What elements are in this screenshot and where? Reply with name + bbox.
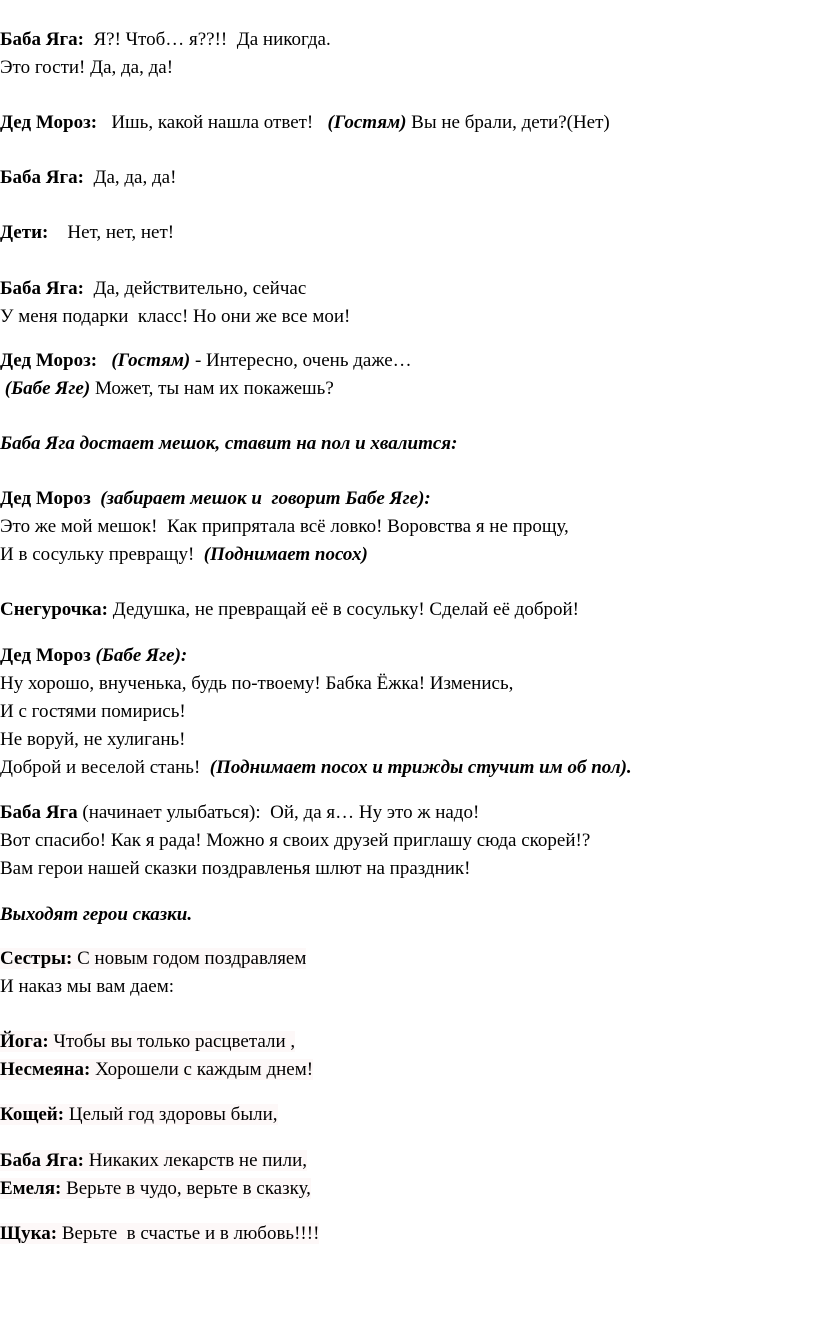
speaker-name: Емеля: [0,1178,62,1199]
speaker-name: Дед Мороз [0,488,91,509]
speaker-name: Баба Яга: [0,167,84,188]
dialogue-text: И наказ мы вам даем: [0,976,175,997]
text-line [0,974,174,1000]
dialogue-text: И в сосульку превращу! [0,544,204,565]
speaker-name: Баба Яга: [0,29,84,50]
text-line [0,431,457,457]
dialogue-text: Доброй и веселой стань! [0,757,210,778]
text-line [0,27,331,53]
text-line [0,856,471,882]
speaker-name: Дед Мороз: [0,112,98,133]
stage-direction: Баба Яга достает мешок, ставит на пол и хвалится: [0,433,458,454]
speaker-name: Баба Яга: [0,1150,84,1171]
text-line [0,55,173,81]
speaker-name: Сестры: [0,948,73,969]
text-line [0,643,187,669]
text-line [0,376,334,402]
text-line [0,220,174,246]
dialogue-text: Я?! Чтоб… я??!! Да никогда. [84,29,331,50]
dialogue-text: Не воруй, не хулигань! [0,729,186,750]
dialogue-text: Нет, нет, нет! [48,222,175,243]
speaker-name: Дети: [0,222,49,243]
text-line [0,671,513,697]
text-line [0,800,479,826]
text-line [0,276,306,302]
dialogue-text: - Интересно, очень даже… [190,350,412,371]
dialogue-text: У меня подарки класс! Но они же все мои! [0,306,351,327]
dialogue-text: Это же мой мешок! Как припрятала всё ловко! Воровства я не прощу, [0,516,569,537]
speaker-name: Йога: [0,1031,49,1052]
dialogue-text: Ну хорошо, внученька, будь по-твоему! Бабка Ёжка! Изменись, [0,673,514,694]
text-line [0,486,431,512]
dialogue-text: С новым годом поздравляем [72,948,307,969]
dialogue-text: Да, да, да! [84,167,177,188]
text-line [0,165,176,191]
text-line [0,597,579,623]
dialogue-text [91,488,101,509]
dialogue-text: Чтобы вы только расцветали , [48,1031,296,1052]
text-line [0,902,192,928]
dialogue-text: Верьте в счастье и в любовь!!!! [57,1223,320,1244]
stage-direction: (забирает мешок и говорит Бабе Яге): [100,488,431,509]
dialogue-text: Вам герои нашей сказки поздравленья шлют на праздник! [0,858,471,879]
text-line [0,727,186,753]
text-line [0,1176,311,1202]
text-line [0,828,590,854]
speaker-name: Дед Мороз [0,645,91,666]
dialogue-text: Ишь, какой нашла ответ! [97,112,328,133]
stage-direction: (Гостям) [111,350,191,371]
stage-direction: (Гостям) [327,112,407,133]
dialogue-text [97,350,111,371]
dialogue-text: Может, ты нам их покажешь? [90,378,334,399]
text-line [0,304,350,330]
stage-direction: Выходят герои сказки. [0,904,193,925]
stage-direction: (Бабе Яге) [4,378,91,399]
stage-direction: (Поднимает посох) [203,544,368,565]
text-line [0,1029,295,1055]
dialogue-text: Верьте в чудо, верьте в сказку, [61,1178,311,1199]
text-line [0,699,186,725]
text-line [0,542,368,568]
text-line [0,1221,319,1247]
text-line [0,1102,278,1128]
stage-direction: (Бабе Яге): [95,645,188,666]
speaker-name: Баба Яга [0,802,78,823]
speaker-name: Дед Мороз: [0,350,98,371]
dialogue-text: Хорошели с каждым днем! [90,1059,314,1080]
dialogue-text: Никаких лекарств не пили, [84,1150,307,1171]
dialogue-text: Вы не брали, дети?(Нет) [406,112,610,133]
dialogue-text: Да, действительно, сейчас [84,278,307,299]
speaker-name: Снегурочка: [0,599,109,620]
text-line [0,946,306,972]
dialogue-text: И с гостями помирись! [0,701,186,722]
dialogue-text: Это гости! Да, да, да! [0,57,174,78]
dialogue-text: (начинает улыбаться): Ой, да я… Ну это ж надо! [77,802,480,823]
text-line [0,1148,307,1174]
text-line [0,514,569,540]
text-line [0,1057,313,1083]
stage-direction: (Поднимает посох и трижды стучит им об пол). [209,757,632,778]
dialogue-text: Вот спасибо! Как я рада! Можно я своих друзей приглашу сюда скорей!? [0,830,591,851]
dialogue-text: Целый год здоровы были, [64,1104,278,1125]
speaker-name: Несмеяна: [0,1059,91,1080]
speaker-name: Баба Яга: [0,278,84,299]
text-line [0,348,412,374]
dialogue-text: Дедушка, не превращай её в сосульку! Сделай её доброй! [108,599,579,620]
speaker-name: Щука: [0,1223,58,1244]
speaker-name: Кощей: [0,1104,65,1125]
text-line [0,755,632,781]
text-line [0,110,610,136]
